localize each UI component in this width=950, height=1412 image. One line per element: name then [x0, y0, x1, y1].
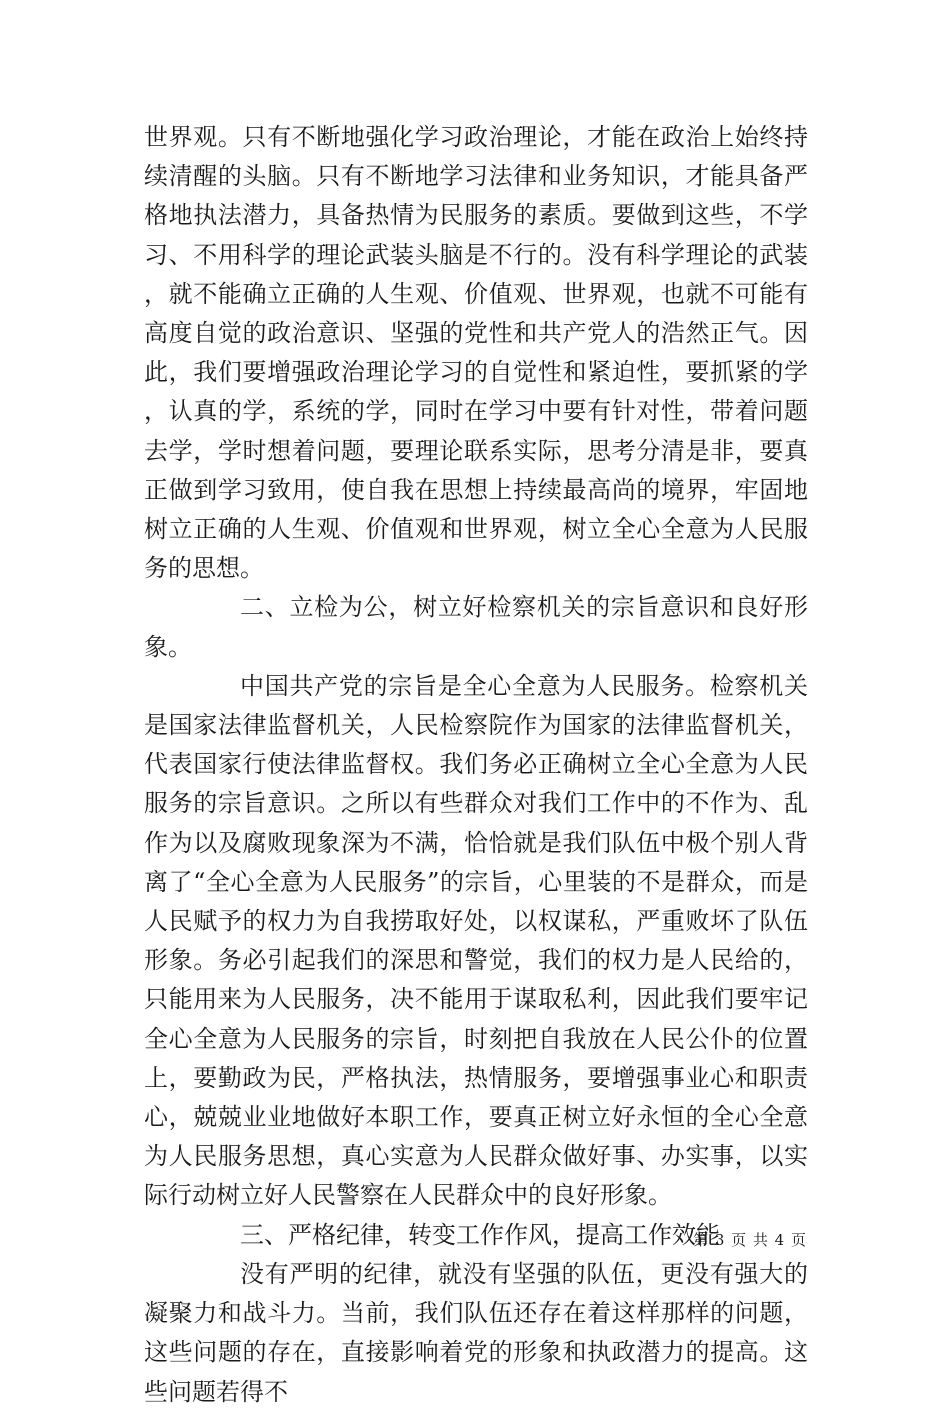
- document-body: [144, 118, 808, 1412]
- section-heading-2: 二、立检为公，树立好检察机关的宗旨意识和良好形象。: [144, 593, 808, 661]
- section-heading-3: 三、严格纪律，转变工作作风，提高工作效能: [240, 1220, 720, 1249]
- paragraph-party-purpose: 中国共产党的宗旨是全心全意为人民服务。检察机关是国家法律监督机关，人民检察院作为国家的法律监督机关，代表国家行使法律监督权。我们务必正确树立全心全意为人民服务的宗旨意识。之所以有些群众对我们工作中的不作为、乱作为以及腐败现象深为不满，恰恰就是我们队伍中极个别人背离了“全心全意为人民服务”的宗旨，心里装的不是群众，而是人民赋予的权力为自我捞取好处，以权谋私，严重败坏了队伍形象。务必引起我们的深思和警觉，我们的权力是人民给的，只能用来为人民服务，决不能用于谋取私利，因此我们要牢记全心全意为人民服务的宗旨，时刻把自我放在人民公仆的位置上，要勤政为民，严格执法，热情服务，要增强事业心和职责心，兢兢业业地做好本职工作，要真正树立好永恒的全心全意为人民服务思想，真心实意为人民群众做好事、办实事，以实际行动树立好人民警察在人民群众中的良好形象。: [144, 671, 808, 1210]
- paragraph-discipline: 没有严明的纪律，就没有坚强的队伍，更没有强大的凝聚力和战斗力。当前，我们队伍还存在着这样那样的问题，这些问题的存在，直接影响着党的形象和执政潜力的提高。这些问题若得不: [144, 1259, 808, 1406]
- paragraph-continuation: 世界观。只有不断地强化学习政治理论，才能在政治上始终持续清醒的头脑。只有不断地学习法律和业务知识，才能具备严格地执法潜力，具备热情为民服务的素质。要做到这些，不学习、不用科学的理论武装头脑是不行的。没有科学理论的武装，就不能确立正确的人生观、价值观、世界观，也就不可能有高度自觉的政治意识、坚强的党性和共产党人的浩然正气。因此，我们要增强政治理论学习的自觉性和紧迫性，要抓紧的学，认真的学，系统的学，同时在学习中要有针对性，带着问题去学，学时想着问题，要理论联系实际，思考分清是非，要真正做到学习致用，使自我在思想上持续最高尚的境界，牢固地树立正确的人生观、价值观和世界观，树立全心全意为人民服务的思想。: [144, 123, 808, 583]
- page-number-footer: 第 3 页 共 4 页: [693, 1231, 807, 1249]
